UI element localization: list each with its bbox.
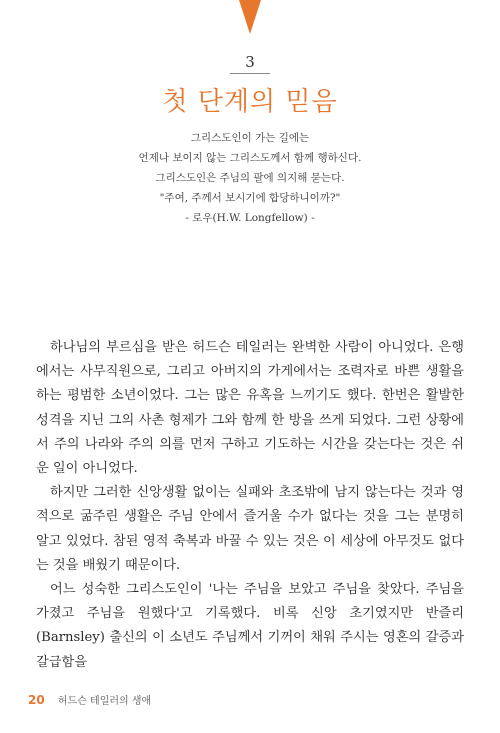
body-text [36,336,464,675]
chapter-title: 첫 단계의 믿음 [162,87,338,117]
epigraph-line: 언제나 보이지 않는 그리스도께서 함께 행하신다. [138,152,362,164]
page-footer [28,692,151,707]
chapter-marker [239,0,261,34]
paragraph: 어느 성숙한 그리스도인이 '나는 주님을 보았고 주님을 찾았다. 주님을 가졌고 주님을 원했다'고 기록했다. 비록 신앙 초기였지만 반즐리(Barnsley) 출신의 이 소년도 주님께서 기꺼이 채워 주시는 영혼의 갈증과 갈급함을 [36,582,464,670]
paragraph: 하나님의 부르심을 받은 허드슨 테일러는 완벽한 사람이 아니었다. 은행에서는 사무직원으로, 그리고 아버지의 가게에서는 조력자로 바쁜 생활을 하는 평범한 소년이었다. 그는 많은 유혹을 느끼기도 했다. 한번은 활발한 성격을 지닌 그의 사촌 형제가 그와 함께 한 방을 쓰게 되었다. 그런 상황에서 주의 나라와 주의 의를 먼저 구하고 기도하는 시간을 갖는다는 것은 쉬운 일이 아니었다. [36,340,464,477]
chapter-divider [230,73,270,74]
book-title: 허드슨 테일러의 생애 [57,696,152,707]
epigraph-line: 그리스도인은 주님의 팔에 의지해 묻는다. [155,172,345,184]
epigraph-line: "주여, 주께서 보시기에 합당하니이까?" [159,192,341,204]
epigraph-attribution: - 로우(H.W. Longfellow) - [185,212,315,224]
epigraph [0,128,500,228]
paragraph: 하지만 그러한 신앙생활 없이는 실패와 초조밖에 남지 않는다는 것과 영적으로 굶주린 생활은 주님 안에서 즐거울 수가 없다는 것을 그는 분명히 알고 있었다. 참된 영적 축복과 바꿀 수 있는 것은 이 세상에 아무것도 없다는 것을 배웠기 때문이다. [36,485,464,573]
chapter-number: 3 [245,53,255,71]
epigraph-line: 그리스도인이 가는 길에는 [190,132,310,144]
page-number: 20 [28,693,45,707]
